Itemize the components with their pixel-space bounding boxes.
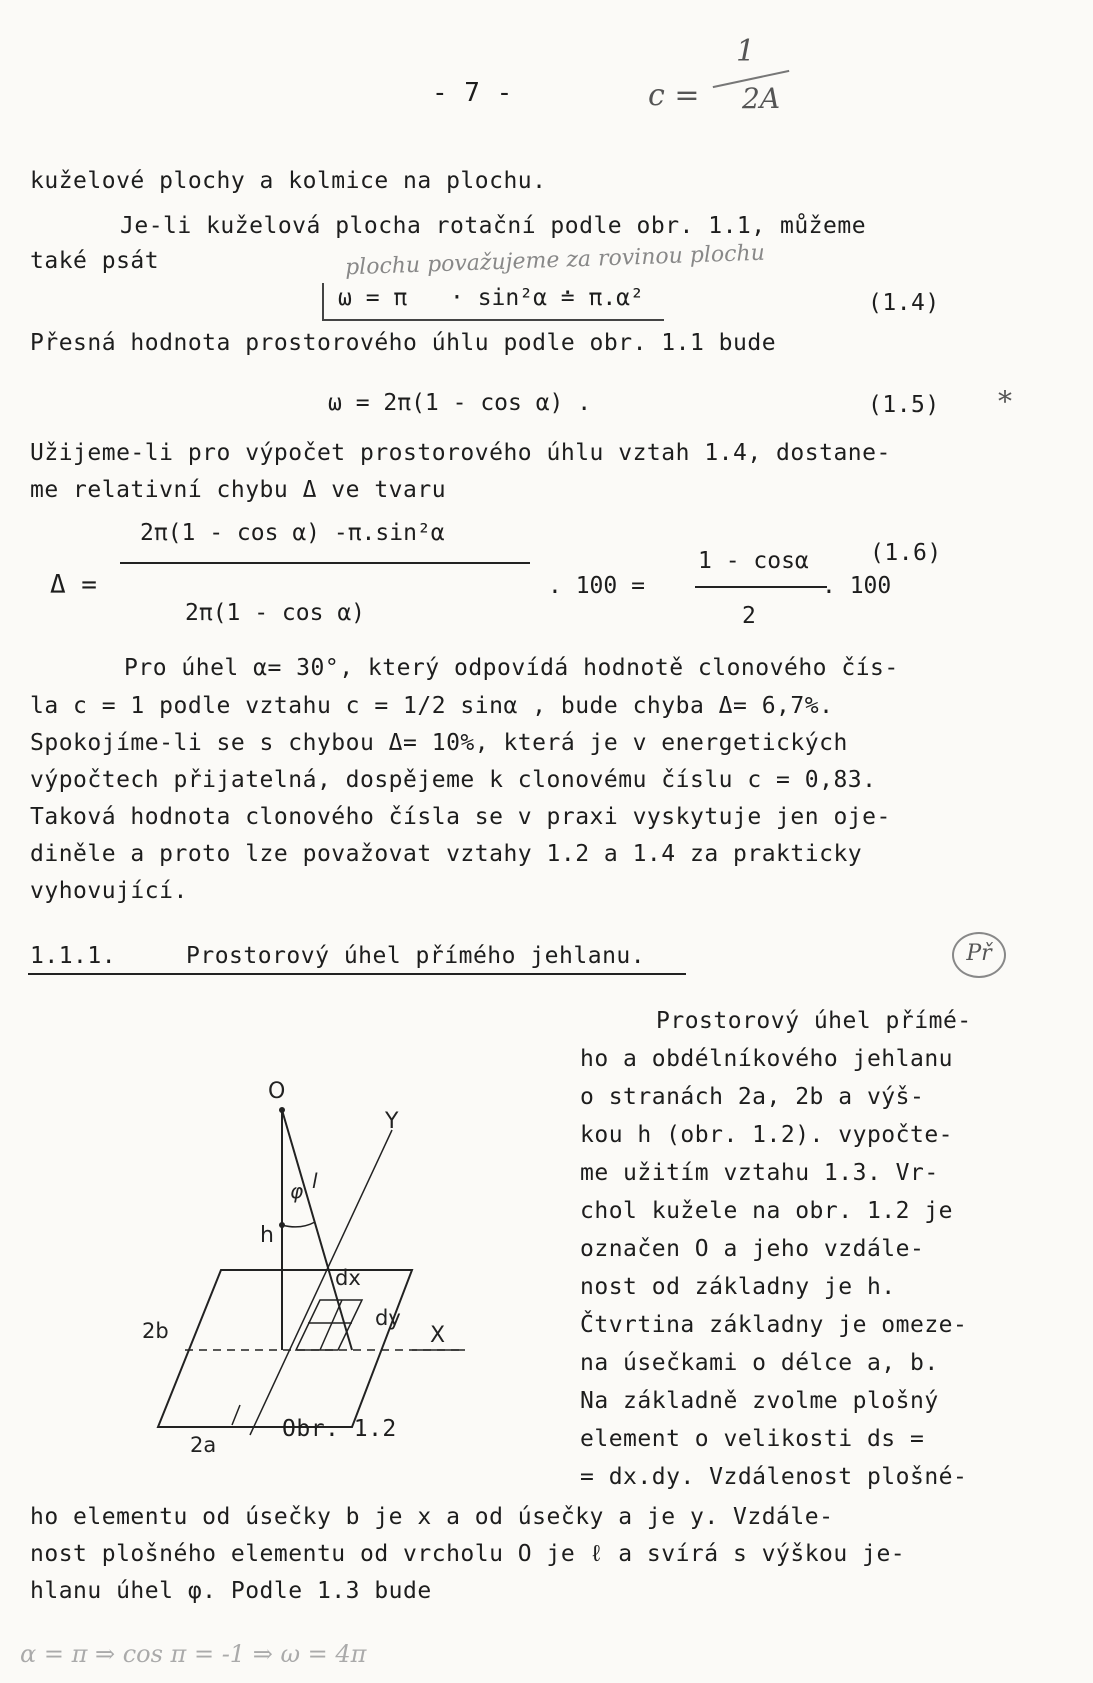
paragraph-line: Spokojíme-li se s chybou Δ= 10%, která je v energetických (30, 730, 848, 756)
label-Y: Y (385, 1109, 399, 1134)
surface-element (296, 1300, 362, 1350)
equation-1-6-denominator-2: 2 (742, 603, 756, 629)
label-dx: dx (335, 1266, 361, 1290)
paragraph-line: Pro úhel α= 30°, který odpovídá hodnotě clonového čís- (124, 655, 899, 681)
equation-1-6-mid: . 100 = (548, 573, 645, 599)
figure-caption: Obr. 1.2 (282, 1416, 397, 1442)
paragraph-line: Přesná hodnota prostorového úhlu podle obr. 1.1 bude (30, 330, 777, 356)
angle-arc (282, 1222, 315, 1227)
handwritten-note: plochu považujeme za rovinou plochu (344, 240, 766, 281)
paragraph-line: element o velikosti ds = (580, 1426, 925, 1452)
equation-1-5: ω = 2π(1 - cos α) . (328, 390, 592, 416)
paragraph-line: výpočtech přijatelná, dospějeme k clonovému číslu c = 0,83. (30, 767, 877, 793)
pyramid-figure (130, 1080, 560, 1460)
equation-1-6-lhs: Δ = (50, 570, 97, 600)
margin-note-lhs: c = (648, 78, 700, 113)
paragraph-line: la c = 1 podle vztahu c = 1/2 sinα , bude chyba Δ= 6,7%. (30, 693, 834, 719)
equation-number: (1.6) (870, 540, 942, 566)
paragraph-line: Čtvrtina základny je omeze- (580, 1312, 968, 1338)
label-h: h (260, 1223, 274, 1248)
label-2a: 2a (190, 1433, 217, 1457)
paragraph-line: Taková hodnota clonového čísla se v praxi vyskytuje jen oje- (30, 804, 891, 830)
paragraph-line: Užijeme-li pro výpočet prostorového úhlu vztah 1.4, dostane- (30, 440, 891, 466)
label-2b: 2b (142, 1319, 169, 1343)
paragraph-line: me relativní chybu Δ ve tvaru (30, 477, 447, 503)
section-underline (28, 973, 686, 975)
paragraph-line: chol kužele na obr. 1.2 je (580, 1198, 954, 1224)
paragraph-line: o stranách 2a, 2b a výš- (580, 1084, 925, 1110)
label-phi: φ (290, 1179, 304, 1203)
paragraph-line: Prostorový úhel přímé- (656, 1008, 972, 1034)
fraction-bar (695, 586, 827, 588)
paragraph-line: hlanu úhel φ. Podle 1.3 bude (30, 1578, 432, 1604)
paragraph-line: vyhovující. (30, 878, 188, 904)
label-dy: dy (375, 1306, 401, 1330)
paragraph-line: Je-li kuželová plocha rotační podle obr. 1.1, můžeme (120, 213, 867, 239)
distance-line-l (282, 1110, 352, 1350)
paragraph-line: kou h (obr. 1.2). vypočte- (580, 1122, 954, 1148)
paragraph-line: ho elementu od úsečky b je x a od úsečky a je y. Vzdále- (30, 1504, 834, 1530)
margin-note-numerator: 1 (736, 34, 756, 69)
pyramid-base (158, 1270, 412, 1427)
equation-1-4-lhs: ω = π (338, 285, 408, 311)
paragraph-line: označen O a jeho vzdále- (580, 1236, 925, 1262)
paragraph-line: také psát (30, 248, 160, 274)
paragraph-line: kuželové plochy a kolmice na plochu. (30, 168, 547, 194)
label-l: l (312, 1169, 318, 1193)
paragraph-line: me užitím vztahu 1.3. Vr- (580, 1160, 939, 1186)
label-X: X (430, 1323, 446, 1348)
fraction-bar (120, 562, 530, 564)
equation-1-6-denominator: 2π(1 - cos α) (185, 600, 366, 626)
paragraph-line: ho a obdélníkového jehlanu (580, 1046, 954, 1072)
paragraph-line: Na základně zvolme plošný (580, 1388, 939, 1414)
paragraph-line: nost od základny je h. (580, 1274, 896, 1300)
y-axis-line (250, 1130, 392, 1435)
section-title: Prostorový úhel přímého jehlanu. (186, 943, 646, 969)
equation-1-6-tail: . 100 (822, 573, 892, 599)
equation-1-6-numerator: 2π(1 - cos α) -π.sin²α (140, 520, 445, 546)
equation-1-6-numerator-2: 1 - cosα (698, 548, 809, 574)
paragraph-line: nost plošného elementu od vrcholu O je ℓ a svírá s výškou je- (30, 1541, 906, 1567)
margin-mark: Př (952, 932, 1006, 978)
equation-number: (1.4) (868, 290, 940, 316)
margin-note-denominator: 2A (742, 82, 781, 115)
margin-asterisk: * (998, 385, 1012, 418)
equation-1-4-body: · sin²α ≐ π.α² (450, 285, 644, 311)
handwritten-footer: α = π ⇒ cos π = -1 ⇒ ω = 4π (20, 1640, 367, 1668)
page-number: - 7 - (432, 78, 513, 108)
paragraph-line: = dx.dy. Vzdálenost plošné- (580, 1464, 968, 1490)
paragraph-line: diněle a proto lze považovat vztahy 1.2 a 1.4 za prakticky (30, 841, 863, 867)
equation-number: (1.5) (868, 392, 940, 418)
section-number: 1.1.1. (30, 943, 117, 969)
label-O: O (268, 1080, 286, 1104)
paragraph-line: na úsečkami o délce a, b. (580, 1350, 939, 1376)
